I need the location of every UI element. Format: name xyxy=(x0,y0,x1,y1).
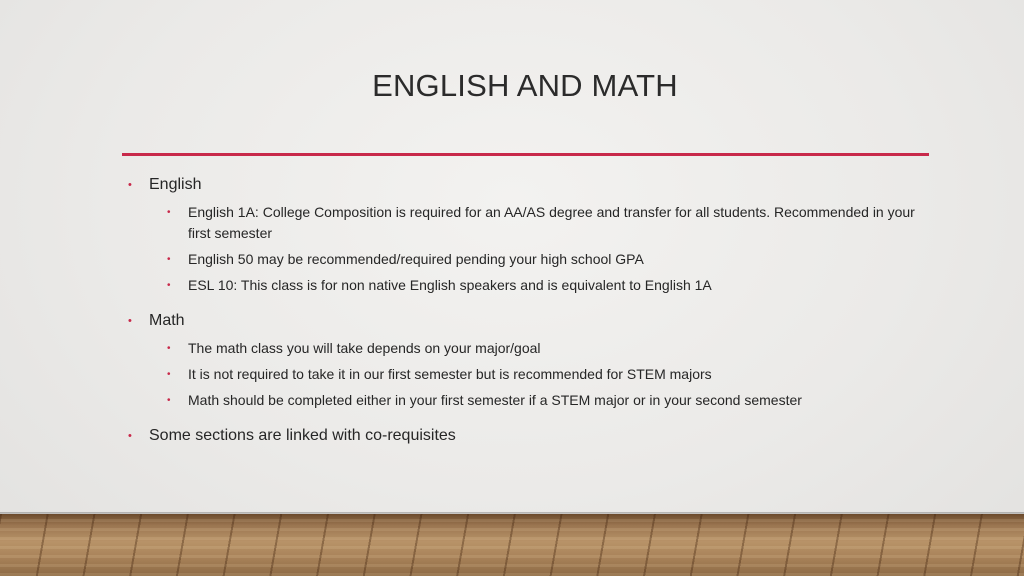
list-item-text: English 50 may be recommended/required pending your high school GPA xyxy=(188,251,644,267)
wood-floor-image xyxy=(0,514,1024,576)
list-item xyxy=(167,338,918,359)
bullet-icon: • xyxy=(167,395,171,406)
bullet-icon: • xyxy=(167,343,171,354)
slide-content xyxy=(128,174,918,447)
list-item-text: English 1A: College Composition is required for an AA/AS degree and transfer for all students. Recommended in your first semester xyxy=(188,204,915,241)
bullet-icon: • xyxy=(167,207,171,218)
bullet-icon: • xyxy=(128,179,132,191)
list-item-text: The math class you will take depends on your major/goal xyxy=(188,340,541,356)
math-sub-list xyxy=(149,338,918,411)
bullet-list xyxy=(128,174,918,447)
bullet-icon: • xyxy=(128,315,132,327)
list-item xyxy=(167,364,918,385)
slide-title: ENGLISH AND MATH xyxy=(372,68,678,103)
list-item-text: Math should be completed either in your first semester if a STEM major or in your second semester xyxy=(188,392,802,408)
list-item-text: It is not required to take it in our first semester but is recommended for STEM majors xyxy=(188,366,712,382)
bullet-icon: • xyxy=(167,369,171,380)
section-heading-english: English xyxy=(149,176,202,193)
list-item xyxy=(167,249,918,270)
final-point-text: Some sections are linked with co-requisites xyxy=(149,427,456,444)
english-sub-list xyxy=(149,202,918,296)
bullet-math xyxy=(128,310,918,411)
list-item-text: ESL 10: This class is for non native English speakers and is equivalent to English 1A xyxy=(188,277,712,293)
bullet-english xyxy=(128,174,918,296)
bullet-co-requisites xyxy=(128,425,918,447)
title-divider xyxy=(122,153,929,156)
section-heading-math: Math xyxy=(149,312,185,329)
list-item xyxy=(167,390,918,411)
list-item xyxy=(167,202,918,244)
list-item xyxy=(167,275,918,296)
bullet-icon: • xyxy=(167,280,171,291)
bullet-icon: • xyxy=(167,254,171,265)
bullet-icon: • xyxy=(128,430,132,442)
